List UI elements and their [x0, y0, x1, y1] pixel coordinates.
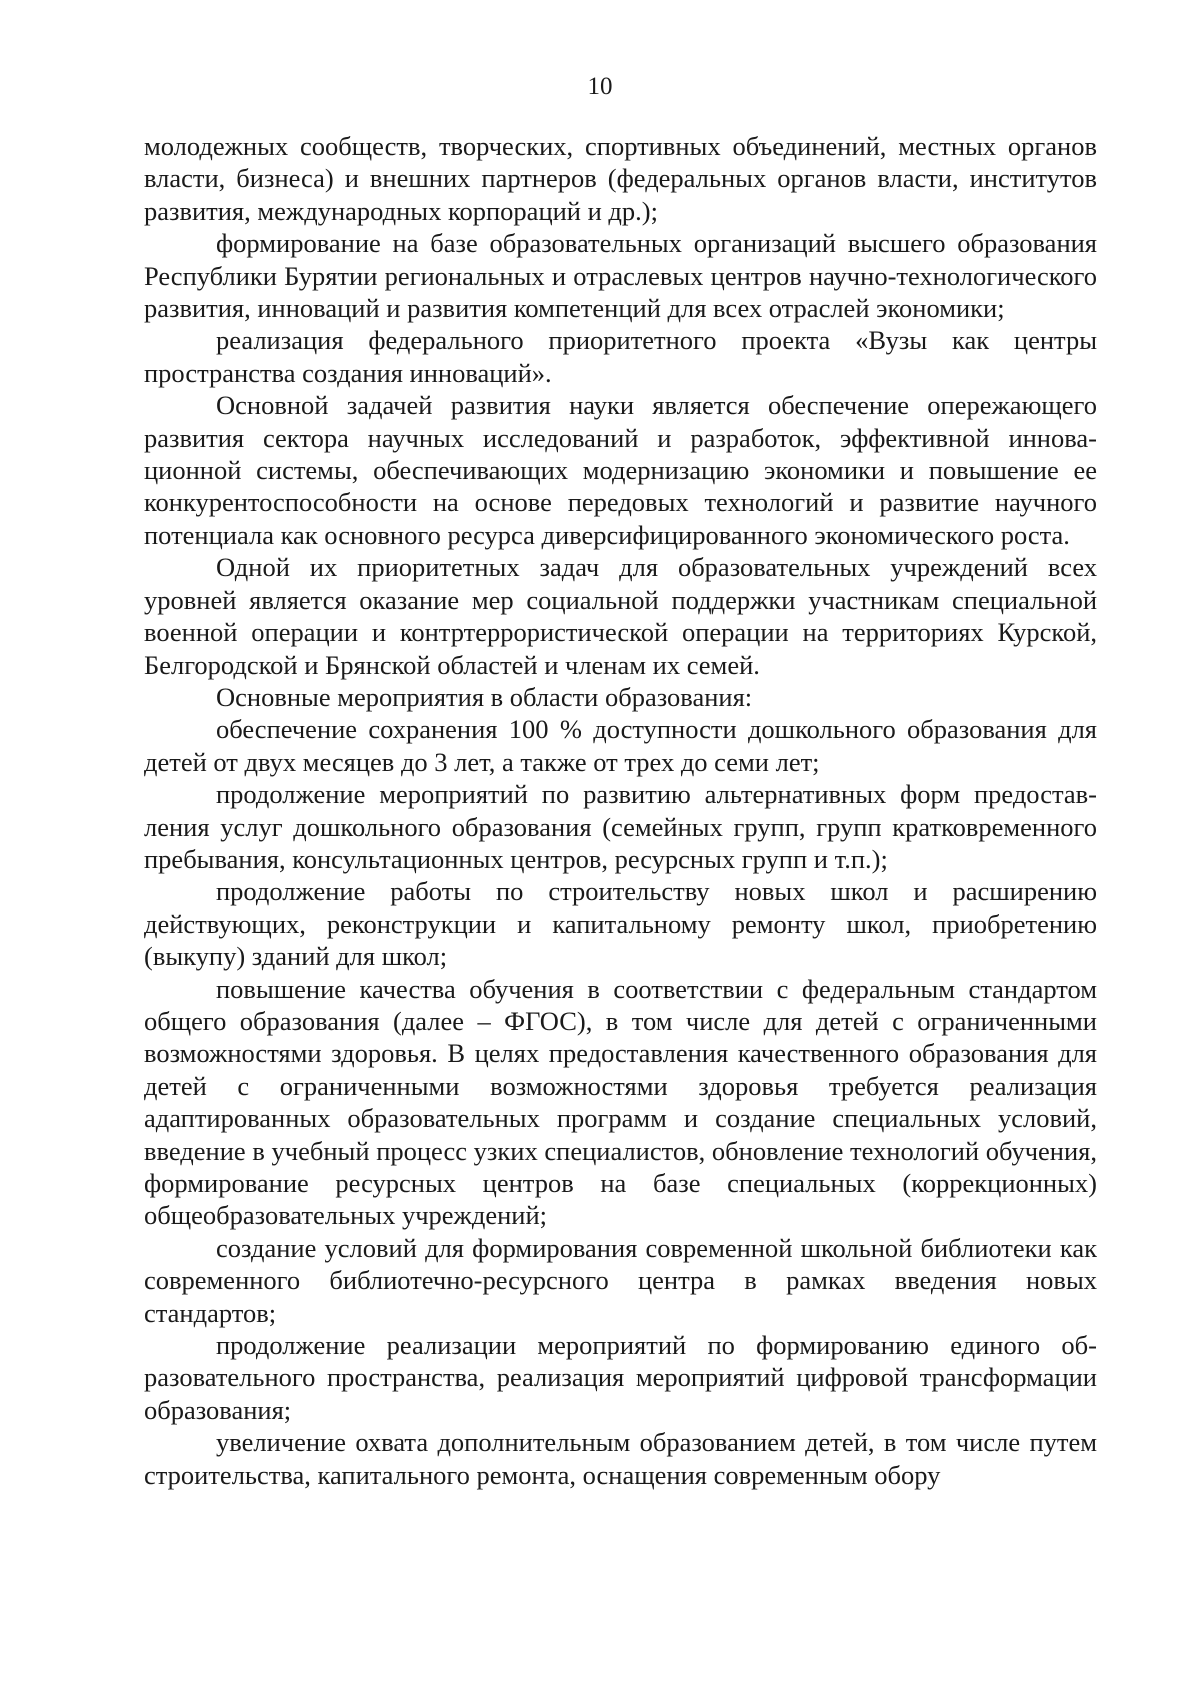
paragraph: реализация федерального приоритетного проекта «Вузы как центры пространства создания инноваций». [144, 325, 1097, 388]
paragraph: увеличение охвата дополнительным образованием детей, в том числе путем строительства, капитального ремонта, оснащения современным обору [144, 1427, 1097, 1490]
paragraph: продолжение реализации мероприятий по формированию единого образовательного пространства, реализация мероприятий цифровой трансформации образования; [144, 1330, 1097, 1425]
paragraph: повышение качества обучения в соответствии с федеральным стандартом общего образования (далее – ФГОС), в том числе для детей с ограниченными возможностями здоровья. В целях предоставления качественного образования для детей с ограниченными возможностями здоровья требуется реализация адаптированных образовательных программ и создание специальных условий, введение в учебный процесс узких специалистов, обновление технологий обучения, формирование ресурсных центров на базе специальных (коррекционных) общеобразовательных учреждений; [144, 973, 1097, 1231]
paragraph: Одной их приоритетных задач для образовательных учреждений всех уровней является оказание мер социальной поддержки участникам специальной военной операции и контртеррористической операции на территориях Курской, Белгородской и Брянской областей и членам их семей. [144, 552, 1097, 680]
paragraph: продолжение мероприятий по развитию альтернативных форм предоставления услуг дошкольного образования (семейных групп, групп кратковременного пребывания, консультационных центров, ресурсных групп и т.п.); [144, 779, 1097, 874]
paragraph: Основные мероприятия в области образования: [216, 681, 753, 712]
paragraph: Основной задачей развития науки является обеспечение опережающего развития сектора научных исследований и разработок, эффективной инновационной системы, обеспечивающих модернизацию экономики и повышение ее конкурентоспособности на основе передовых технологий и развитие научного потенциала как основного ресурса диверсифицированного экономического роста. [144, 390, 1097, 550]
paragraph: молодежных сообществ, творческих, спортивных объединений, местных органов власти, бизнеса) и внешних партнеров (федеральных органов власти, институтов развития, международных корпораций и др.); [144, 131, 1097, 226]
paragraph: продолжение работы по строительству новых школ и расширению действующих, реконструкции и капитальному ремонту школ, приобретению (выкупу) зданий для школ; [144, 876, 1097, 972]
paragraph: создание условий для формирования современной школьной библиотеки как современного библиотечно-ресурсного центра в рамках введения новых стандартов; [144, 1232, 1097, 1328]
paragraph: обеспечение сохранения 100 % доступности дошкольного образования для детей от двух месяцев до 3 лет, а также от трех до семи лет; [144, 714, 1097, 777]
document-body [144, 130, 1097, 1491]
page-number: 10 [587, 73, 613, 100]
paragraph: формирование на базе образовательных организаций высшего образования Республики Бурятии региональных и отраслевых центров научно-технологического развития, инноваций и развития компетенций для всех отраслей экономики; [144, 228, 1097, 324]
